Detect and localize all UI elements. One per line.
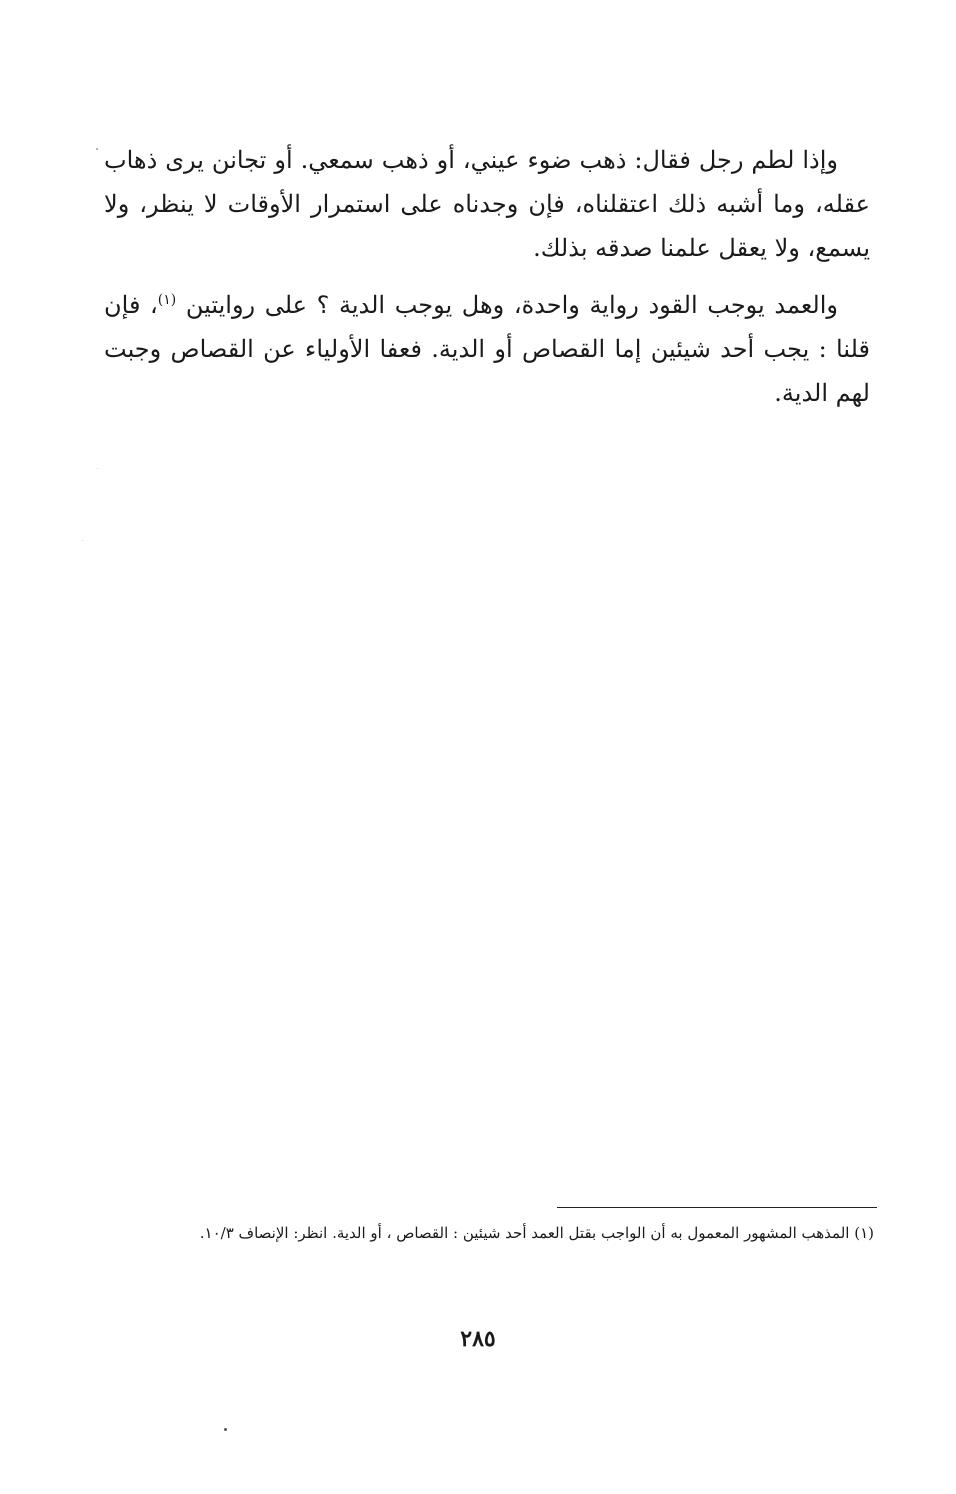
footnote-1: (١) المذهب المشهور المعمول به أن الواجب بقتل العمد أحد شيئين : القصاص ، أو الدية. انظر: الإنصاف ١٠/٣. bbox=[199, 1224, 874, 1242]
footnote-separator-line bbox=[557, 1207, 877, 1208]
main-text-block bbox=[104, 138, 870, 428]
scan-speck bbox=[96, 148, 98, 150]
paragraph-1: وإذا لطم رجل فقال: ذهب ضوء عيني، أو ذهب سمعي. أو تجانن يرى ذهاب عقله، وما أشبه ذلك اعتقلناه، فإن وجدناه على استمرار الأوقات لا ينظر، ولا يسمع، ولا يعقل علمنا صدقه بذلك. bbox=[104, 146, 870, 262]
scan-speck bbox=[97, 468, 98, 469]
paragraph-2 bbox=[104, 283, 870, 415]
scan-speck bbox=[82, 540, 83, 541]
paragraph-2-text-b: ، فإن قلنا : يجب أحد شيئين إما القصاص أو الدية. فعفا الأولياء عن القصاص وجبت لهم الدية. bbox=[104, 291, 870, 407]
paragraph-2-text-a: والعمد يوجب القود رواية واحدة، وهل يوجب الدية ؟ على روايتين bbox=[185, 291, 838, 319]
footnote-reference-1[interactable]: (١) bbox=[157, 292, 177, 308]
scan-speck bbox=[224, 1428, 227, 1431]
page-number: ٢٨٥ bbox=[460, 1326, 496, 1352]
